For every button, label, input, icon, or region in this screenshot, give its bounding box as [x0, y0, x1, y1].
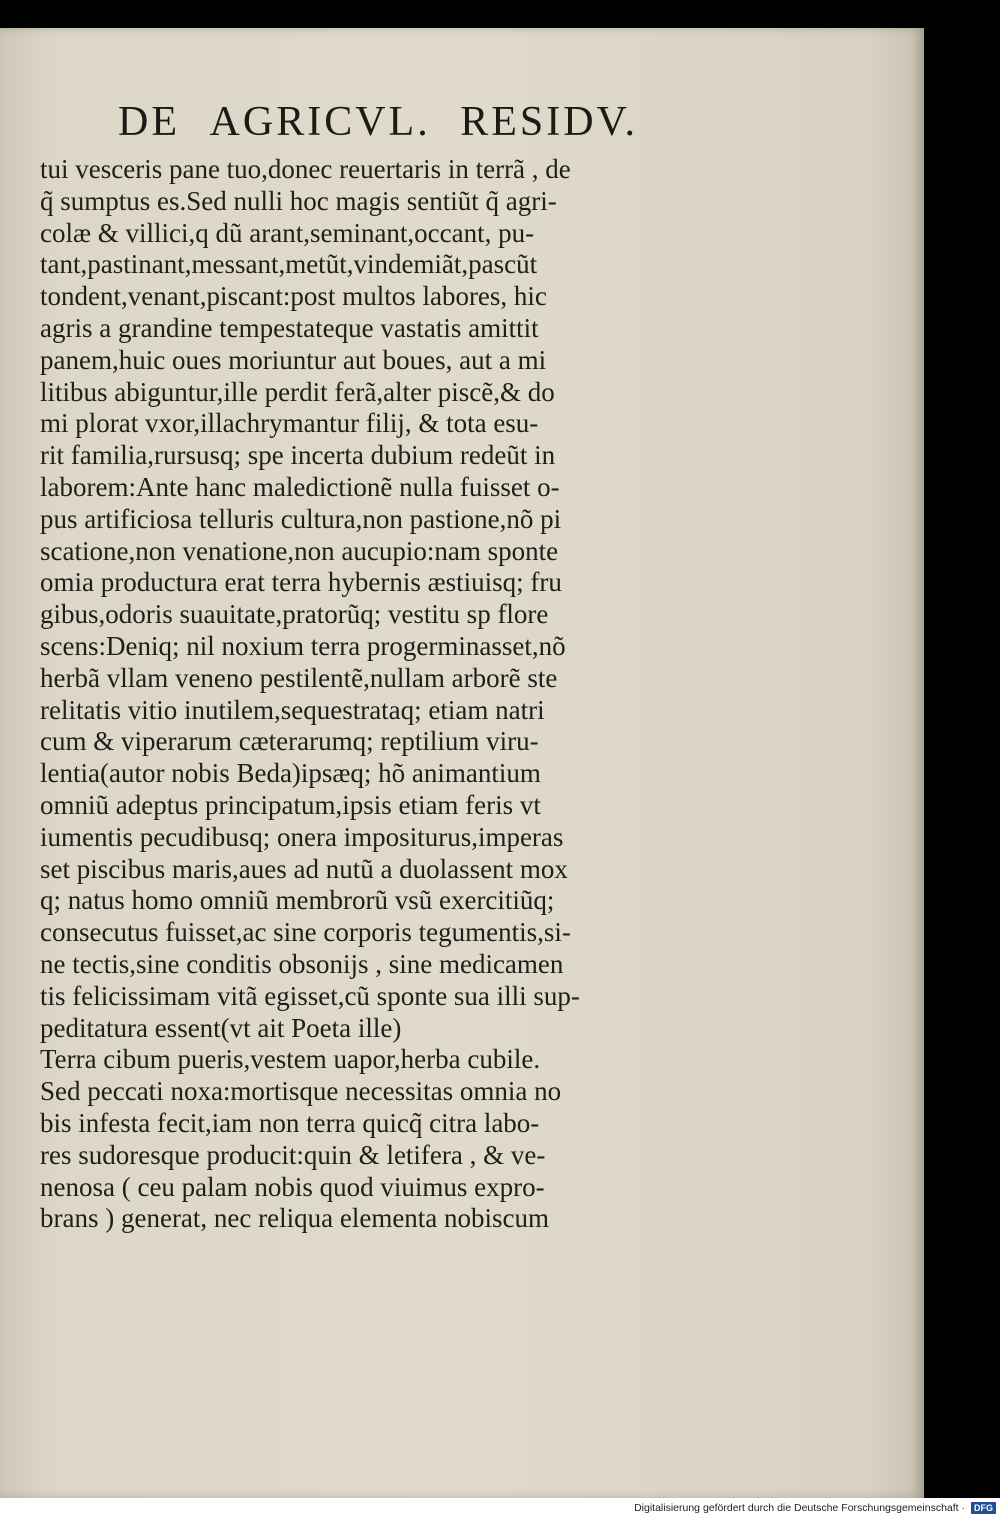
text-line: scatione,non venatione,non aucupio:nam sponte	[40, 535, 559, 566]
text-line: iumentis pecudibusq; onera impositurus,imperas	[40, 821, 564, 852]
text-line: panem,huic oues moriuntur aut boues, aut a mi	[40, 344, 547, 375]
text-line: agris a grandine tempestateque vastatis amittit	[40, 312, 539, 343]
footer-strip	[0, 1498, 1000, 1518]
text-line: brans ) generat, nec reliqua elementa nobiscum	[40, 1203, 550, 1234]
text-line: omia productura erat terra hybernis æstiuisq; fru	[40, 567, 562, 598]
text-line: tant,pastinant,messant,metũt,vindemiãt,pascũt	[40, 249, 538, 280]
funding-notice: Digitalisierung gefördert durch die Deutsche Forschungsgemeinschaft ·	[634, 1502, 965, 1514]
text-line: set piscibus maris,aues ad nutũ a duolassent mox	[40, 853, 568, 884]
text-line: gibus,odoris suauitate,pratorũq; vestitu sp flore	[40, 599, 549, 630]
text-line: Terra cibum pueris,vestem uapor,herba cubile.	[40, 1044, 541, 1075]
text-line: tui vesceris pane tuo,donec reuertaris in terrã , de	[40, 154, 571, 184]
text-line: laborem:Ante hanc maledictionẽ nulla fuisset o-	[40, 471, 560, 502]
text-line: Sed peccati noxa:mortisque necessitas omnia no	[40, 1076, 562, 1107]
text-line: bis infesta fecit,iam non terra quicq̃ citra labo-	[40, 1107, 540, 1138]
text-line: cum & viperarum cæterarumq; reptilium viru-	[40, 726, 539, 757]
text-line: q; natus homo omniũ membrorũ vsũ exercitiũq;	[40, 885, 555, 916]
running-head-word-3: RESIDV.	[460, 99, 638, 145]
text-line: colæ & villici,q dũ arant,seminant,occant, pu-	[40, 217, 535, 248]
text-line: lentia(autor nobis Beda)ipsæq; hõ animantium	[40, 758, 541, 789]
text-line: pus artificiosa telluris cultura,non pastione,nõ pi	[40, 503, 562, 534]
text-line: res sudoresque producit:quin & letifera , & ve-	[40, 1139, 546, 1170]
text-line: relitatis vitio inutilem,sequestrataq; etiam natri	[40, 694, 545, 725]
running-head-word-2: AGRICVL.	[209, 99, 431, 145]
text-line: consecutus fuisset,ac sine corporis tegumentis,si-	[40, 917, 571, 948]
text-line: ne tectis,sine conditis obsonijs , sine medicamen	[40, 948, 564, 979]
text-line: nenosa ( ceu palam nobis quod viuimus expro-	[40, 1171, 545, 1202]
body-text	[40, 154, 680, 1235]
text-line: tondent,venant,piscant:post multos labores, hic	[40, 281, 547, 312]
text-line: q̃ sumptus es.Sed nulli hoc magis sentiũt q̃ agri-	[40, 185, 557, 216]
text-line: peditatura essent(vt ait Poeta ille)	[40, 1012, 402, 1043]
running-head-word-1: DE	[118, 99, 180, 145]
dfg-logo: DFG	[971, 1502, 996, 1514]
text-line: omniũ adeptus principatum,ipsis etiam feris vt	[40, 789, 541, 820]
text-line: mi plorat vxor,illachrymantur filij, & tota esu-	[40, 408, 539, 439]
text-line: litibus abiguntur,ille perdit ferã,alter piscẽ,& do	[40, 376, 555, 407]
text-line: scens:Deniq; nil noxium terra progerminasset,nõ	[40, 630, 566, 661]
text-line: tis felicissimam vitã egisset,cũ sponte sua illi sup-	[40, 980, 580, 1011]
text-line: rit familia,rursusq; spe incerta dubium redeũt in	[40, 440, 556, 471]
running-head	[118, 98, 638, 146]
text-line: herbã vllam veneno pestilentẽ,nullam arborẽ ste	[40, 662, 558, 693]
